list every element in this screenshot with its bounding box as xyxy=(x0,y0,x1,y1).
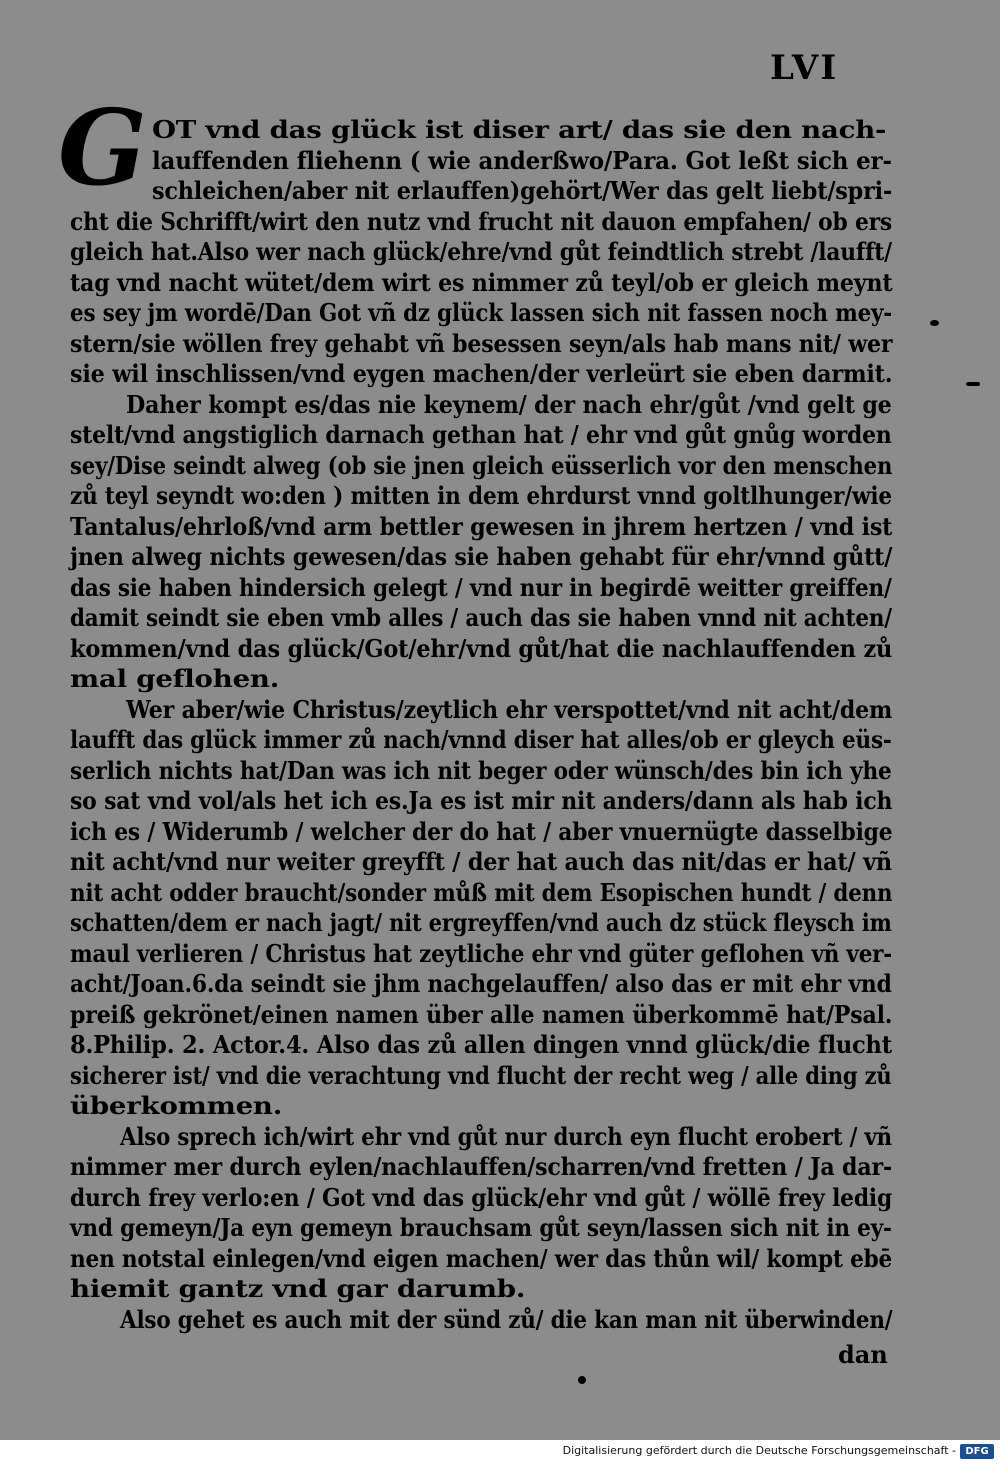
text-line: gleich hat.Also wer nach glück/ehre/vnd gůt feindtlich strebt /laufft/ xyxy=(70,237,892,266)
text-line: Wer aber/wie Christus/zeytlich ehr verspottet/vnd nit acht/dem xyxy=(126,694,893,724)
footer-credit: Digitalisierung gefördert durch die Deutsche Forschungsgemeinschaft - xyxy=(562,1444,956,1457)
text-line: lauffenden fliehenn ( wie anderßwo/Para. Got leßt sich er- xyxy=(152,145,892,175)
text-line: so sat vnd vol/als het ich es.Ja es ist mir nit anders/dann als hab ich xyxy=(70,786,893,815)
text-line: laufft das glück immer zů nach/vnnd diser hat alles/ob er gleych eüs- xyxy=(70,725,892,754)
text-line: nimmer mer durch eylen/nachlauffen/scharren/vnd fretten / Ja dar- xyxy=(70,1152,892,1181)
footer-bar xyxy=(0,1440,1000,1464)
text-line: damit seindt sie eben vmb alles / auch das sie haben vnnd nit achten/ xyxy=(70,603,892,632)
text-line: nit acht odder braucht/sonder můß mit dem Esopischen hundt / denn xyxy=(70,877,893,907)
text-line: stern/sie wöllen frey gehabt vñ besessen seyn/als hab mans nit/ wer xyxy=(70,328,893,358)
text-line: schatten/dem er nach jagt/ nit ergreyffen/vnd auch dz stück fleysch im xyxy=(70,908,892,937)
text-line: vnd gemeyn/Ja eyn gemeyn brauchsam gůt seyn/lassen sich nit in ey- xyxy=(70,1213,892,1242)
text-line: maul verlieren / Christus hat zeytliche ehr vnd güter geflohen vñ ver- xyxy=(70,938,893,968)
text-line: 8.Philip. 2. Actor.4. Also das zů allen dingen vnnd glück/die flucht xyxy=(70,1030,892,1059)
ink-speck xyxy=(930,320,939,326)
text-line: sicherer ist/ vnd die verachtung vnd flucht der recht weg / alle ding zů xyxy=(70,1060,892,1090)
text-line: acht/Joan.6.da seindt sie jhm nachgelauffen/ also das er mit ehr vnd xyxy=(70,969,892,998)
text-line: überkommen. xyxy=(70,1091,283,1120)
text-line: tag vnd nacht wütet/dem wirt es nimmer zů teyl/ob er gleich meynt xyxy=(70,267,893,297)
catchword: dan xyxy=(838,1340,888,1369)
text-line: ich es / Widerumb / welcher der do hat / aber vnuernügte dasselbige xyxy=(70,816,893,846)
text-line: preiß gekrönet/einen namen über alle namen überkommē hat/Psal. xyxy=(70,999,893,1029)
text-line: mal geflohen. xyxy=(70,664,280,693)
ink-speck xyxy=(966,382,980,386)
ink-speck xyxy=(578,1376,586,1384)
folio-number: LVI xyxy=(770,48,839,88)
text-line: serlich nichts hat/Dan was ich nit beger oder wünsch/des bin ich yhe xyxy=(70,755,892,785)
text-line: Tantalus/ehrloß/vnd arm bettler gewesen in jhrem hertzen / vnd ist xyxy=(70,511,893,541)
text-line: Also sprech ich/wirt ehr vnd gůt nur durch eyn flucht erobert / vñ xyxy=(120,1121,892,1151)
text-line: Daher kompt es/das nie keynem/ der nach ehr/gůt /vnd gelt ge xyxy=(126,389,892,419)
text-line: durch frey verlo:en / Got vnd das glück/ehr vnd gůt / wöllē frey ledig xyxy=(70,1182,893,1212)
text-line: nit acht/vnd nur weiter greyfft / der hat auch das nit/das er hat/ vñ xyxy=(70,847,892,876)
text-line: jnen alweg nichts gewesen/das sie haben gehabt für ehr/vnnd gůtt/ xyxy=(70,542,893,571)
text-line: zů teyl seyndt wo:den ) mitten in dem ehrdurst vnnd goltlhunger/wie xyxy=(70,481,892,510)
text-line: stelt/vnd angstiglich darnach gethan hat / ehr vnd gůt gnůg worden xyxy=(70,420,892,449)
text-line: sie wil inschlissen/vnd eygen machen/der verleürt sie eben darmit. xyxy=(70,359,893,388)
text-line: OT vnd das glück ist diser art/ das sie den nach- xyxy=(152,115,887,144)
drop-cap-initial: G xyxy=(58,86,147,209)
text-line: es sey jm wordē/Dan Got vñ dz glück lassen sich nit fassen noch mey- xyxy=(70,298,892,327)
text-line: kommen/vnd das glück/Got/ehr/vnd gůt/hat die nachlauffenden zů xyxy=(70,633,893,663)
text-line: sey/Dise seindt alweg (ob sie jnen gleich eüsserlich vor den menschen xyxy=(70,450,893,480)
text-line: das sie haben hindersich gelegt / vnd nur in begirdē weitter greiffen/ xyxy=(70,572,892,602)
text-line: cht die Schrifft/wirt den nutz vnd frucht nit dauon empfahen/ ob ers xyxy=(70,206,893,236)
text-line: schleichen/aber nit erlauffen)gehört/Wer das gelt liebt/spri- xyxy=(152,176,893,205)
text-line: hiemit gantz vnd gar darumb. xyxy=(70,1274,526,1303)
text-line: Also gehet es auch mit der sünd zů/ die kan man nit überwinden/ xyxy=(120,1304,893,1334)
dfg-logo-icon: DFG xyxy=(960,1444,994,1459)
text-line: nen notstal einlegen/vnd eigen machen/ wer das thůn wil/ kompt ebē xyxy=(70,1243,893,1273)
